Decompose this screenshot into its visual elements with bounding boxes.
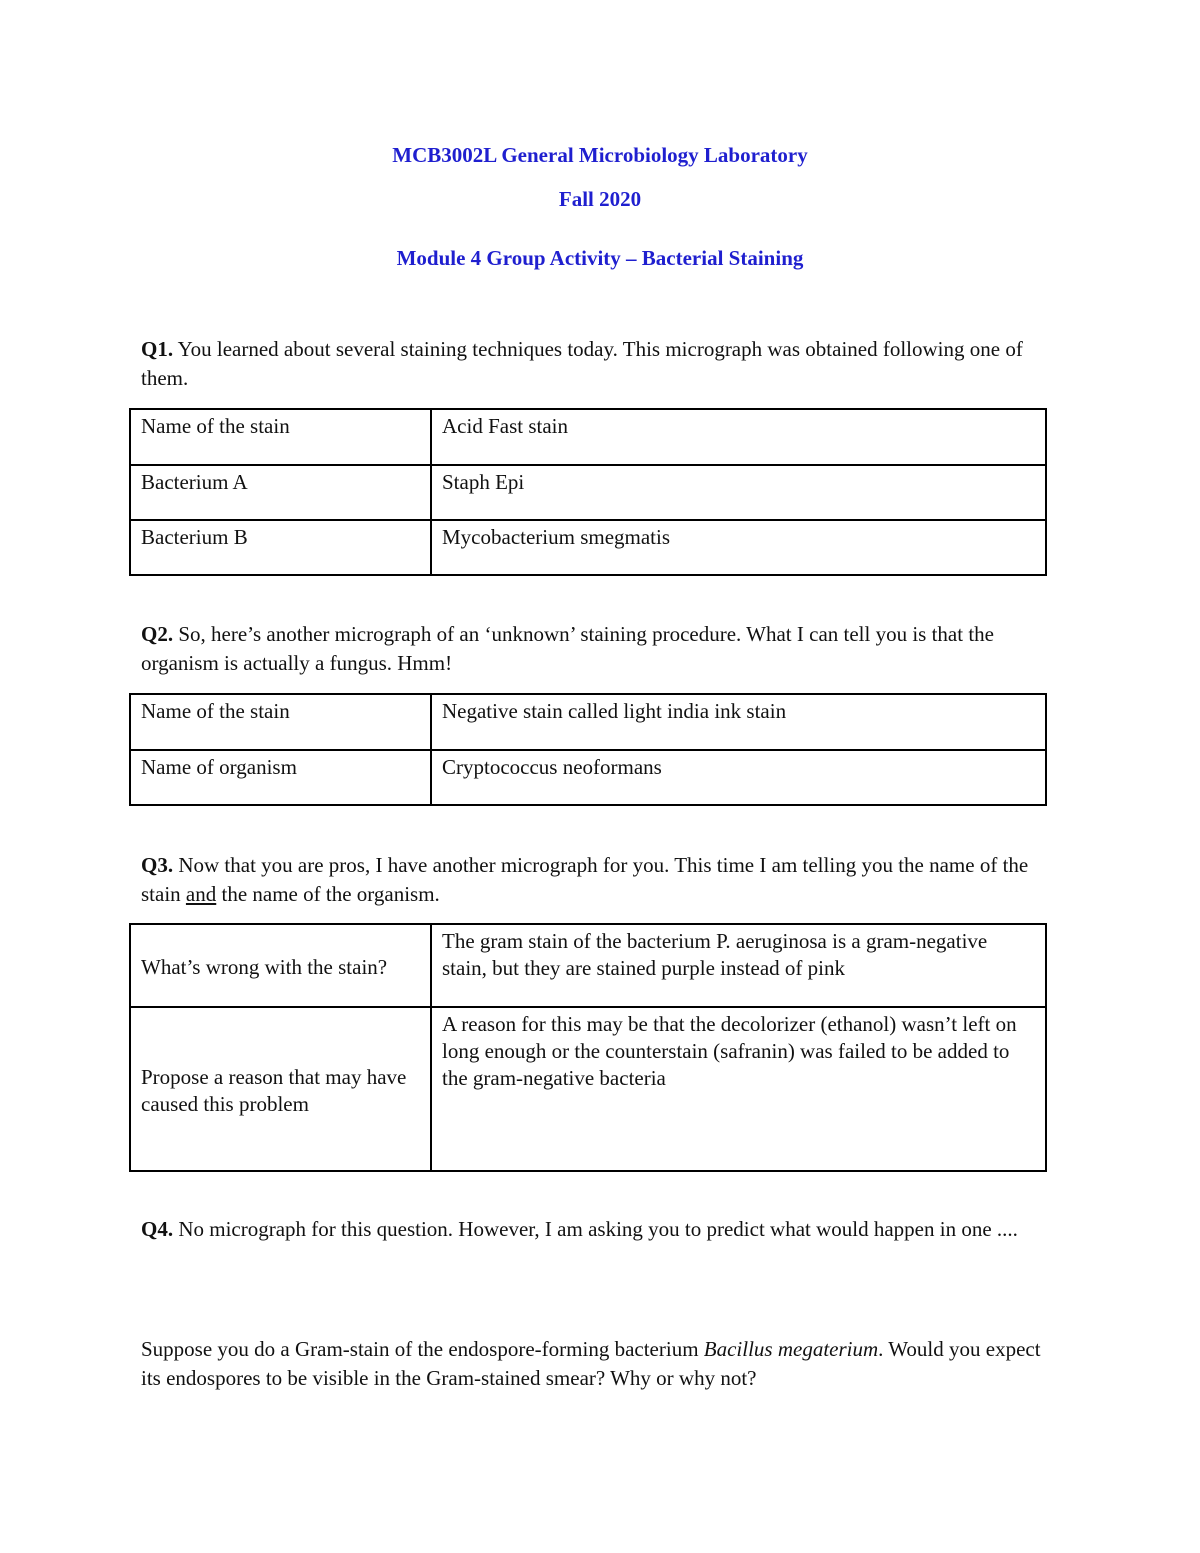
q2-prompt <box>141 620 1041 678</box>
table-row <box>130 694 1046 750</box>
q3-row1-label: What’s wrong with the stain? <box>130 924 431 1007</box>
q2-row1-value: Negative stain called light india ink stain <box>431 694 1046 750</box>
q3-row1-value: The gram stain of the bacterium P. aeruginosa is a gram-negative stain, but they are stained purple instead of pink <box>431 924 1046 1007</box>
q2-label: Q2. <box>141 622 174 646</box>
q4-prompt <box>141 1215 1041 1244</box>
q3-prompt <box>141 851 1041 909</box>
q3-text-underlined: and <box>185 882 217 906</box>
table-row <box>130 1007 1046 1171</box>
q4-followup-italic: Bacillus megaterium <box>703 1337 879 1361</box>
table-row <box>130 520 1046 575</box>
q4-followup <box>141 1335 1041 1393</box>
q1-row2-value: Staph Epi <box>431 465 1046 520</box>
term-heading: Fall 2020 <box>558 187 642 211</box>
q2-row1-label: Name of the stain <box>130 694 431 750</box>
q1-text: You learned about several staining techniques today. This micrograph was obtained following one of them. <box>141 337 1023 390</box>
q4-followup-b: . Would you expect its endospores to be visible in the Gram-stained smear? Why or why not? <box>141 1337 1041 1390</box>
q3-text-b: the name of the organism. <box>216 882 440 906</box>
q1-answer-table <box>129 408 1047 576</box>
course-title: MCB3002L General Microbiology Laboratory <box>392 143 808 167</box>
q2-text: So, here’s another micrograph of an ‘unknown’ staining procedure. What I can tell you is that the organism is actually a fungus. Hmm! <box>141 622 994 675</box>
table-row <box>130 750 1046 805</box>
q4-text: No micrograph for this question. However, I am asking you to predict what would happen in one .... <box>173 1217 1018 1241</box>
q2-row2-label: Name of organism <box>130 750 431 805</box>
q1-row3-label: Bacterium B <box>130 520 431 575</box>
q1-row1-label: Name of the stain <box>130 409 431 465</box>
q1-row2-label: Bacterium A <box>130 465 431 520</box>
q2-answer-table <box>129 693 1047 806</box>
q1-row1-value: Acid Fast stain <box>431 409 1046 465</box>
q4-label: Q4. <box>141 1217 174 1241</box>
table-row <box>130 465 1046 520</box>
table-row <box>130 924 1046 1007</box>
q1-row3-value: Mycobacterium smegmatis <box>431 520 1046 575</box>
q4-followup-a: Suppose you do a Gram-stain of the endospore-forming bacterium <box>141 1337 704 1361</box>
q3-row2-value: A reason for this may be that the decolorizer (ethanol) wasn’t left on long enough or the counterstain (safranin) was failed to be added to the gram-negative bacteria <box>431 1007 1046 1171</box>
q3-label: Q3. <box>141 853 174 877</box>
table-row <box>130 409 1046 465</box>
q2-row2-value: Cryptococcus neoformans <box>431 750 1046 805</box>
q3-answer-table <box>129 923 1047 1172</box>
q3-row2-label: Propose a reason that may have caused this problem <box>130 1007 431 1171</box>
q1-prompt <box>141 335 1041 393</box>
activity-title: Module 4 Group Activity – Bacterial Staining <box>396 246 804 270</box>
q3-text-a: Now that you are pros, I have another micrograph for you. This time I am telling you the name of the stain <box>141 853 1029 906</box>
q1-label: Q1. <box>141 337 174 361</box>
